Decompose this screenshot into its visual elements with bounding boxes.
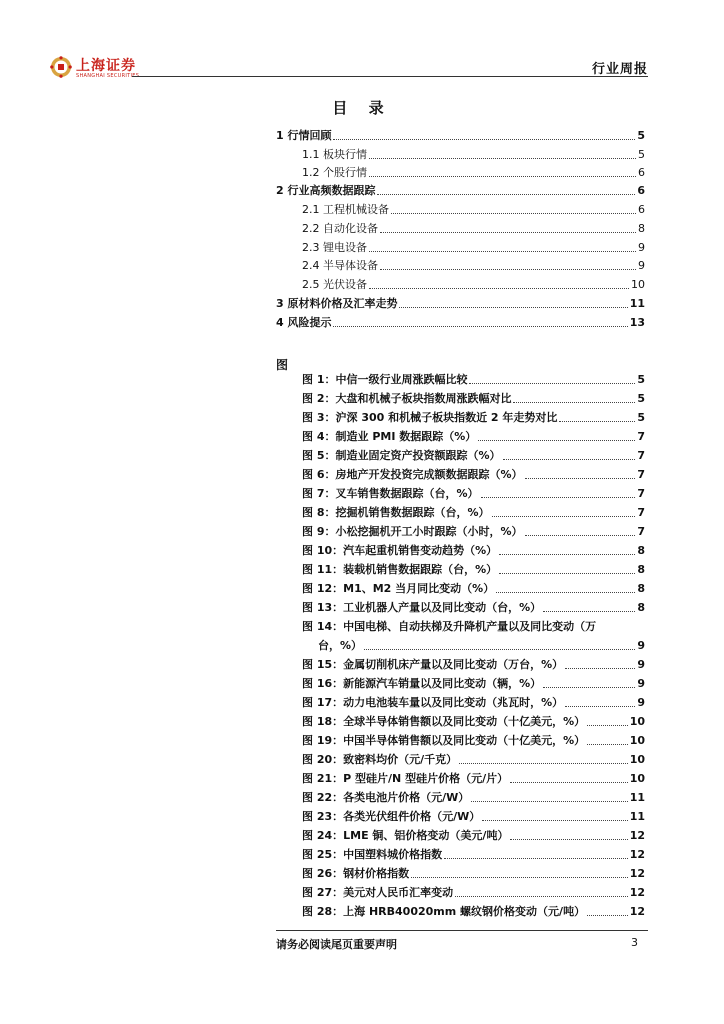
figure-entry[interactable] — [302, 791, 645, 805]
figure-entry[interactable] — [302, 601, 645, 615]
figure-entry[interactable] — [302, 829, 645, 843]
dot-leader — [510, 839, 627, 840]
figure-entry[interactable] — [302, 468, 645, 482]
figure-entry-page: 12 — [629, 829, 645, 842]
figure-entry[interactable] — [302, 563, 645, 577]
dot-leader — [513, 402, 635, 403]
figure-entry[interactable] — [302, 734, 645, 748]
figure-entry-title: 图 14：中国电梯、自动扶梯及升降机产量以及同比变动（万 — [302, 620, 597, 633]
figure-entry[interactable] — [302, 658, 645, 672]
figure-entry-page: 10 — [629, 715, 645, 728]
figure-entry[interactable] — [302, 392, 645, 406]
dot-leader — [411, 877, 628, 878]
dot-leader — [543, 687, 635, 688]
toc-entry-page: 6 — [638, 166, 645, 179]
logo-text: 上海证券 — [76, 58, 136, 74]
figure-entry-title: 图 21：P 型硅片/N 型硅片价格（元/片） — [302, 772, 509, 785]
dot-leader — [543, 611, 635, 612]
toc-entry-title: 1.2 个股行情 — [302, 166, 367, 179]
dot-leader — [510, 782, 628, 783]
figure-entry-page: 7 — [637, 430, 645, 443]
toc-entry-title: 1.1 板块行情 — [302, 148, 367, 161]
footer-divider — [276, 930, 648, 931]
figure-entry-page: 7 — [637, 487, 645, 500]
toc-entry-title: 2.5 光伏设备 — [302, 278, 367, 291]
toc-entry-page: 5 — [638, 148, 645, 161]
figure-entry[interactable] — [302, 810, 645, 824]
dot-leader — [364, 649, 635, 650]
figure-entry-title-cont: 台，%） — [318, 639, 363, 652]
dot-leader — [587, 915, 628, 916]
toc-entry-title: 2.2 自动化设备 — [302, 222, 378, 235]
figure-entry[interactable] — [302, 525, 645, 539]
toc-entry-title: 2.1 工程机械设备 — [302, 203, 389, 216]
dot-leader — [455, 896, 628, 897]
figure-entry-title: 图 10：汽车起重机销售变动趋势（%） — [302, 544, 498, 557]
dot-leader — [499, 554, 635, 555]
figure-entry[interactable] — [302, 848, 645, 862]
figure-entry-page: 11 — [629, 810, 645, 823]
toc-title: 目 录 — [332, 99, 392, 117]
figure-entry-page: 9 — [637, 639, 645, 652]
figure-entry[interactable] — [302, 582, 645, 596]
figure-entry-title: 图 26：钢材价格指数 — [302, 867, 410, 880]
figure-entry-page: 10 — [629, 753, 645, 766]
figure-entry-title: 图 15：金属切削机床产量以及同比变动（万台，%） — [302, 658, 564, 671]
dot-leader — [565, 706, 635, 707]
figure-entry-title: 图 2：大盘和机械子板块指数周涨跌幅对比 — [302, 392, 512, 405]
toc-entry-page: 10 — [631, 278, 645, 291]
figure-entry-title: 图 11：装载机销售数据跟踪（台，%） — [302, 563, 498, 576]
figure-entry-title: 图 19：中国半导体销售额以及同比变动（十亿美元，%） — [302, 734, 586, 747]
dot-leader — [587, 744, 628, 745]
toc-entry-page: 9 — [638, 241, 645, 254]
dot-leader — [459, 763, 628, 764]
figure-entry-title: 图 6：房地产开发投资完成额数据跟踪（%） — [302, 468, 523, 481]
figure-entry-page: 11 — [629, 791, 645, 804]
figure-entry-page: 5 — [637, 392, 645, 405]
figure-entry-page: 5 — [637, 411, 645, 424]
figure-entry-title: 图 5：制造业固定资产投资额跟踪（%） — [302, 449, 501, 462]
figure-entry[interactable] — [302, 753, 645, 767]
figure-entry-title: 图 28：上海 HRB40020mm 螺纹钢价格变动（元/吨） — [302, 905, 586, 918]
dot-leader — [559, 421, 635, 422]
figure-entry-title: 图 9：小松挖掘机开工小时跟踪（小时，%） — [302, 525, 523, 538]
page-number: 3 — [631, 936, 638, 949]
figure-entry-page: 10 — [629, 772, 645, 785]
figure-entry-page: 8 — [637, 601, 645, 614]
toc-entry-title: 2.3 锂电设备 — [302, 241, 367, 254]
toc-entry-title: 2.4 半导体设备 — [302, 259, 378, 272]
toc-entry-title: 1 行情回顾 — [276, 129, 332, 142]
figure-entry-page: 9 — [637, 677, 645, 690]
figure-entry-page: 12 — [629, 848, 645, 861]
toc-entry-page: 13 — [629, 316, 645, 329]
dot-leader — [481, 497, 636, 498]
figure-entry-title: 图 25：中国塑料城价格指数 — [302, 848, 443, 861]
toc-entry-page: 5 — [637, 129, 645, 142]
figure-entry-title: 图 16：新能源汽车销量以及同比变动（辆，%） — [302, 677, 542, 690]
toc-entry-page: 6 — [637, 184, 645, 197]
dot-leader — [478, 440, 635, 441]
figure-entry-title: 图 7：叉车销售数据跟踪（台，%） — [302, 487, 479, 500]
figure-entry-page: 9 — [637, 696, 645, 709]
figure-entry[interactable] — [302, 411, 645, 425]
figure-entry-page: 7 — [637, 506, 645, 519]
page-footer — [276, 930, 648, 950]
dot-leader — [565, 668, 635, 669]
dot-leader — [525, 478, 636, 479]
dot-leader — [482, 820, 627, 821]
figure-entry[interactable] — [302, 506, 645, 520]
figure-entry-title: 图 13：工业机器人产量以及同比变动（台，%） — [302, 601, 542, 614]
figure-entry-page: 7 — [637, 449, 645, 462]
figure-entry-title: 图 1：中信一级行业周涨跌幅比较 — [302, 373, 468, 386]
figure-entry-title: 图 4：制造业 PMI 数据跟踪（%） — [302, 430, 477, 443]
toc-entry-title: 3 原材料价格及汇率走势 — [276, 297, 398, 310]
figure-entry[interactable] — [302, 715, 645, 729]
figure-entry-page: 12 — [629, 867, 645, 880]
figures-heading: 图 — [276, 358, 289, 372]
figure-entry-title: 图 3：沪深 300 和机械子板块指数近 2 年走势对比 — [302, 411, 558, 424]
toc-entry-title: 4 风险提示 — [276, 316, 332, 329]
dot-leader — [496, 592, 635, 593]
figure-entry-continuation[interactable] — [318, 639, 645, 653]
figure-entry-page: 12 — [629, 886, 645, 899]
dot-leader — [444, 858, 628, 859]
figure-entry-title: 图 27：美元对人民币汇率变动 — [302, 886, 454, 899]
figure-entry[interactable] — [302, 487, 645, 501]
figure-entry[interactable] — [302, 867, 645, 881]
logo-subtext: SHANGHAI SECURITIES — [76, 73, 140, 79]
report-type: 行业周报 — [591, 62, 648, 77]
figure-entry-title: 图 23：各类光伏组件价格（元/W） — [302, 810, 481, 823]
dot-leader — [471, 801, 627, 802]
figure-entry[interactable] — [302, 905, 645, 919]
figure-entry-title: 图 24：LME 铜、铝价格变动（美元/吨） — [302, 829, 509, 842]
dot-leader — [587, 725, 628, 726]
toc-entry-title: 2 行业高频数据跟踪 — [276, 184, 376, 197]
figure-entry[interactable] — [302, 772, 645, 786]
figure-entry[interactable] — [302, 449, 645, 463]
figure-entry[interactable] — [302, 430, 645, 444]
figure-entry-page: 12 — [629, 905, 645, 918]
figure-entry-title: 图 17：动力电池装车量以及同比变动（兆瓦时，%） — [302, 696, 564, 709]
figure-entry[interactable] — [302, 373, 645, 387]
toc-entry-page: 9 — [638, 259, 645, 272]
figure-entry-title: 图 12：M1、M2 当月同比变动（%） — [302, 582, 495, 595]
figure-entry[interactable] — [302, 544, 645, 558]
figure-entry-page: 8 — [637, 582, 645, 595]
figure-entry-page: 10 — [629, 734, 645, 747]
toc-entry-page: 6 — [638, 203, 645, 216]
figure-entry-page: 9 — [637, 658, 645, 671]
figure-entry-page: 7 — [637, 525, 645, 538]
toc-entry-page: 8 — [638, 222, 645, 235]
footer-disclaimer: 请务必阅读尾页重要声明 — [276, 938, 397, 951]
toc-entry-page: 11 — [629, 297, 645, 310]
figure-entry-title: 图 8：挖掘机销售数据跟踪（台，%） — [302, 506, 490, 519]
figure-entry[interactable] — [302, 886, 645, 900]
figure-entry-title: 图 22：各类电池片价格（元/W） — [302, 791, 470, 804]
figure-entry-title: 图 20：致密料均价（元/千克） — [302, 753, 458, 766]
figure-entry-title: 图 18：全球半导体销售额以及同比变动（十亿美元，%） — [302, 715, 586, 728]
figure-entry-page: 8 — [637, 563, 645, 576]
dot-leader — [492, 516, 636, 517]
figure-entry[interactable] — [302, 677, 645, 691]
dot-leader — [469, 383, 635, 384]
figure-entry-page: 7 — [637, 468, 645, 481]
figure-entry-page: 8 — [637, 544, 645, 557]
figure-entry[interactable] — [302, 696, 645, 710]
figure-entry-page: 5 — [637, 373, 645, 386]
figure-entry[interactable] — [302, 620, 645, 634]
dot-leader — [499, 573, 635, 574]
dot-leader — [503, 459, 636, 460]
dot-leader — [525, 535, 636, 536]
